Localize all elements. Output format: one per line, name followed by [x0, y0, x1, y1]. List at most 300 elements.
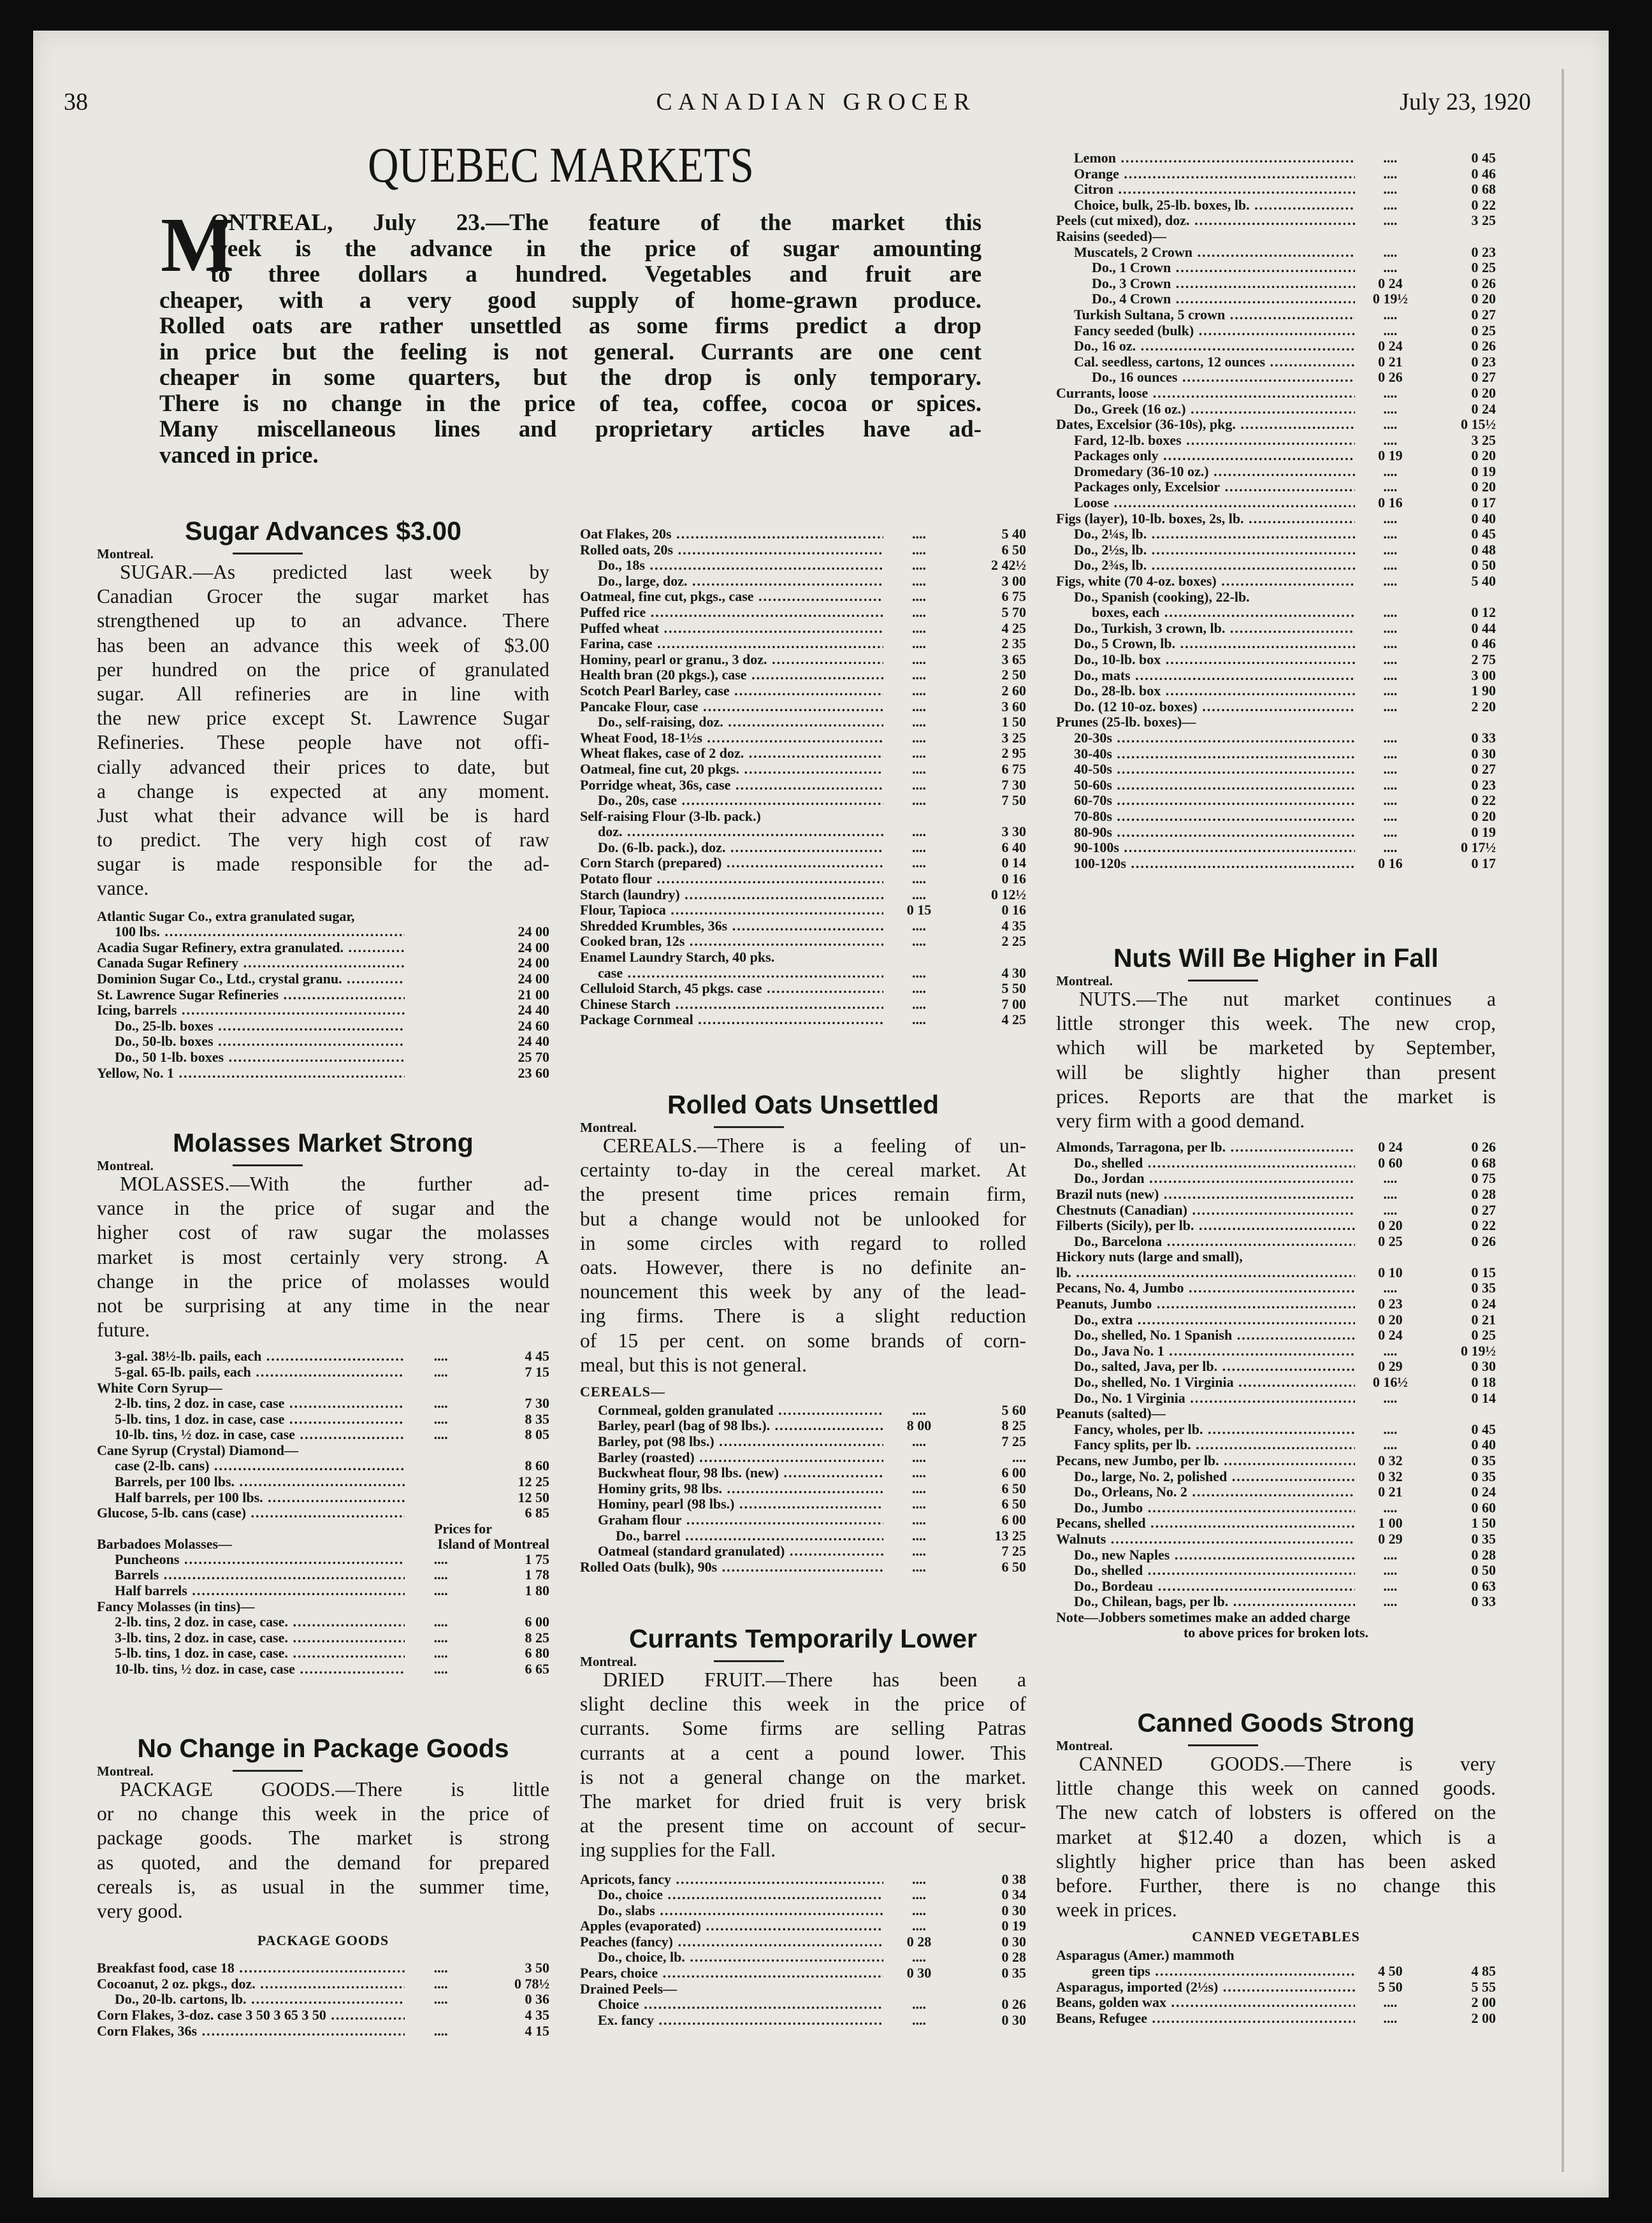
high-price: 1 78: [525, 1567, 549, 1583]
item-name: [97, 1490, 405, 1506]
lede-line: cheaper in some quarters, but the drop is only temporary.: [159, 365, 982, 391]
low-price: 0 30: [906, 1966, 932, 1981]
item-name: [1056, 1594, 1355, 1610]
item-name: [97, 1003, 405, 1018]
price-table: [1056, 1948, 1496, 2026]
low-price: ....: [1383, 479, 1398, 495]
item-name: [1056, 856, 1355, 872]
leader-dots: [342, 971, 405, 987]
item-name: [1056, 198, 1355, 214]
price-row: [1056, 1579, 1496, 1595]
price-row: [1056, 448, 1496, 464]
low-price: ....: [1383, 1343, 1398, 1359]
high-price: [1426, 229, 1496, 245]
body-line: currants. Some firms are selling Patras: [580, 1717, 1026, 1740]
item-label: Do., shelled, No. 1 Spanish: [1074, 1328, 1233, 1343]
leader-dots: [725, 840, 883, 855]
leader-dots: [666, 902, 883, 918]
item-label: Package Cornmeal: [580, 1012, 693, 1028]
low-price: ....: [1383, 385, 1398, 401]
high-price: 2 95: [1001, 746, 1026, 762]
price-row: [580, 1887, 1026, 1903]
leader-dots: [263, 1490, 405, 1505]
low-price: ....: [912, 730, 926, 746]
high-price: 7 15: [525, 1364, 549, 1380]
item-label: 10-lb. tins, ½ doz. in case, case: [115, 1427, 295, 1443]
leader-dots: [722, 1481, 883, 1496]
leader-dots: [1265, 354, 1355, 370]
low-price: ....: [1383, 244, 1398, 260]
body-line: strengthened up to an advance. There: [97, 609, 549, 632]
price-row: [1056, 1964, 1496, 1980]
price-row: [580, 902, 1026, 918]
leader-dots: [1227, 1469, 1355, 1484]
article-body: [97, 1172, 549, 1342]
price-row: [1056, 1484, 1496, 1500]
item-label: Do. (6-lb. pack.), doz.: [598, 839, 726, 855]
leader-dots: [762, 981, 883, 996]
leader-dots: [1192, 245, 1355, 260]
price-row: [1056, 746, 1496, 762]
item-name: [1056, 1531, 1355, 1547]
high-price: 4 45: [525, 1349, 549, 1365]
price-row: [580, 1403, 1026, 1419]
price-row: [580, 778, 1026, 793]
item-name: [580, 1997, 883, 2013]
leader-dots: [187, 1583, 405, 1598]
high-price: 0 28: [1001, 1950, 1026, 1966]
high-price: 0 27: [1471, 762, 1496, 778]
high-price: 6 50: [1001, 542, 1026, 558]
item-label: Fancy splits, per lb.: [1074, 1437, 1191, 1453]
price-row: [580, 1560, 1026, 1575]
high-price: 0 17: [1471, 495, 1496, 511]
high-price: 0 27: [1471, 370, 1496, 386]
leader-dots: [1109, 495, 1355, 510]
item-label: 3-lb. tins, 2 doz. in case, case.: [115, 1630, 288, 1646]
low-price: ....: [1383, 401, 1398, 417]
low-price: ....: [912, 824, 926, 840]
high-price: 0 30: [1001, 2012, 1026, 2028]
leader-dots: [295, 1427, 405, 1442]
section-title: Currants Temporarily Lower: [628, 1624, 978, 1653]
item-label: Do., 10-lb. box: [1074, 652, 1161, 667]
price-row: [97, 971, 549, 987]
high-price: 0 25: [1471, 1328, 1496, 1343]
item-name: [580, 558, 883, 574]
low-price: [405, 924, 477, 940]
low-price: ....: [912, 746, 926, 762]
sugar-section: [97, 516, 549, 1081]
item-name: [1056, 840, 1355, 856]
high-price: 0 17: [1471, 855, 1496, 871]
leader-dots: [1112, 746, 1355, 762]
high-price: 0 44: [1471, 620, 1496, 636]
low-price: ....: [1383, 2010, 1398, 2026]
leader-dots: [247, 1992, 405, 2007]
item-name: [97, 1412, 405, 1428]
leader-dots: [699, 699, 883, 714]
leader-dots: [653, 636, 883, 651]
body-line: market is most certainly very strong. A: [97, 1245, 549, 1268]
item-name: [580, 1981, 883, 1997]
leader-dots: [1146, 1516, 1356, 1531]
item-label: Choice: [598, 1997, 639, 2013]
item-name: [1056, 1964, 1355, 1980]
high-price: 0 30: [1001, 1902, 1026, 1918]
body-line: CANNED GOODS.—There is very: [1079, 1753, 1496, 1775]
high-price: 0 16: [1001, 871, 1026, 887]
item-label: Peels (cut mixed), doz.: [1056, 213, 1190, 229]
high-price: 0 30: [1471, 746, 1496, 762]
spacer: [97, 1342, 549, 1349]
item-name: [1056, 1234, 1355, 1250]
item-label: Do., 28-lb. box: [1074, 683, 1161, 699]
item-name: [97, 1552, 405, 1568]
page-headline: QUEBEC MARKETS: [368, 137, 754, 192]
dried-fruit-continued: [1056, 150, 1496, 871]
price-row: [1056, 2011, 1496, 2027]
item-name: [97, 1614, 405, 1630]
high-price: 24 60: [518, 1018, 549, 1034]
low-price: 0 20: [1378, 1218, 1403, 1234]
item-name: [1056, 621, 1355, 637]
item-label: Dates, Excelsior (36-10s), pkg.: [1056, 417, 1236, 433]
high-price: 7 30: [1001, 777, 1026, 793]
article-body: [1056, 1752, 1496, 1922]
price-row: [97, 1349, 549, 1365]
high-price: [477, 1443, 549, 1459]
price-row: [1056, 1995, 1496, 2011]
item-label: Do., 2¼s, lb.: [1074, 526, 1147, 542]
high-price: 2 25: [1001, 934, 1026, 950]
low-price: ....: [912, 573, 926, 589]
low-price: ....: [912, 1544, 926, 1560]
price-row: [1056, 1437, 1496, 1453]
price-row: [580, 1528, 1026, 1544]
item-name: [580, 683, 883, 699]
item-label: Fard, 12-lb. boxes: [1074, 432, 1182, 448]
price-row: [1056, 291, 1496, 307]
item-name: [1056, 590, 1355, 605]
section-title: Canned Goods Strong: [1137, 1708, 1415, 1737]
item-name: [1056, 276, 1355, 292]
low-price: [1355, 1948, 1425, 1964]
low-price: ....: [912, 1528, 926, 1544]
low-price: ....: [1383, 463, 1398, 479]
body-line: the present time prices remain firm,: [580, 1183, 1026, 1206]
price-row: [1056, 699, 1496, 715]
leader-dots: [735, 1496, 883, 1512]
leader-dots: [754, 589, 883, 604]
leader-dots: [214, 1018, 405, 1034]
high-price: 0 46: [1471, 166, 1496, 182]
item-label: Peaches (fancy): [580, 1934, 674, 1950]
item-label: Do., 20s, case: [598, 793, 677, 809]
price-row: [580, 809, 1026, 825]
item-label: Do., Jumbo: [1074, 1500, 1143, 1516]
item-name: [580, 542, 883, 558]
leader-dots: [654, 2013, 883, 2028]
location-rule: [1188, 1744, 1258, 1746]
page-number: 38: [64, 89, 88, 115]
leader-dots: [1232, 1328, 1355, 1343]
item-label: Do., 2½s, lb.: [1074, 542, 1147, 558]
low-price: ....: [912, 604, 926, 620]
item-label: Ex. fancy: [598, 2012, 654, 2028]
price-row: [1056, 307, 1496, 323]
price-row: [580, 730, 1026, 746]
high-price: 0 30: [1001, 1934, 1026, 1950]
price-row: [97, 1960, 549, 1976]
body-line: DRIED FRUIT.—There has been a: [603, 1669, 1026, 1691]
leader-dots: [671, 1872, 883, 1887]
item-name: [1056, 2011, 1355, 2027]
article-body: [580, 1668, 1026, 1863]
price-table: [97, 1349, 549, 1521]
body-line: higher cost of raw sugar the molasses: [97, 1221, 549, 1244]
low-price: 0 19½: [1372, 291, 1408, 307]
low-price: 4 50: [1378, 1963, 1403, 1979]
price-row: [1056, 1249, 1496, 1265]
item-name: [1056, 448, 1355, 464]
item-name: [580, 997, 883, 1013]
low-price: ....: [912, 589, 926, 605]
low-price: ....: [1383, 1437, 1398, 1453]
high-price: 0 23: [1471, 354, 1496, 370]
high-price: 6 00: [525, 1614, 549, 1630]
item-label: Packages only: [1074, 448, 1159, 464]
barbadoes-label: Barbadoes Molasses—: [97, 1535, 233, 1552]
high-price: 3 00: [1001, 573, 1026, 589]
item-label: Figs (layer), 10-lb. boxes, 2s, lb.: [1056, 510, 1244, 526]
spacer: [97, 901, 549, 909]
low-price: ....: [433, 1614, 448, 1630]
leader-dots: [1161, 683, 1355, 699]
item-label: Do., barrel: [616, 1528, 681, 1544]
high-price: [955, 950, 1026, 966]
item-name: [1056, 417, 1355, 433]
item-name: [97, 987, 405, 1003]
price-row: [1056, 1500, 1496, 1516]
item-name: [580, 526, 883, 542]
low-price: ....: [1383, 1578, 1398, 1594]
leader-dots: [344, 940, 405, 955]
price-header: Island of Montreal: [437, 1535, 549, 1552]
item-label: Puffed wheat: [580, 620, 660, 636]
low-price: ....: [912, 699, 926, 714]
item-label: Do., Orleans, No. 2: [1074, 1484, 1187, 1500]
high-price: 5 40: [1001, 526, 1026, 542]
leader-dots: [673, 1934, 883, 1950]
item-name: [1056, 307, 1355, 323]
low-price: ....: [912, 855, 926, 871]
item-label: Do., 3 Crown: [1092, 275, 1171, 291]
high-price: 8 35: [525, 1411, 549, 1427]
low-price: ....: [433, 1427, 448, 1443]
price-row: [580, 621, 1026, 637]
high-price: 0 36: [525, 1992, 549, 2008]
price-row: [580, 1950, 1026, 1966]
price-row: [580, 746, 1026, 762]
molasses-section: [97, 1128, 549, 1677]
item-label: Farina, case: [580, 636, 653, 652]
body-line: slightly higher price than has been asked: [1056, 1850, 1496, 1872]
item-name: [1056, 1171, 1355, 1187]
leader-dots: [1147, 558, 1355, 573]
item-name: [97, 1380, 405, 1396]
low-price: ....: [912, 1434, 926, 1450]
low-price: ....: [1383, 636, 1398, 652]
high-price: 0 24: [1471, 1484, 1496, 1500]
item-name: [1056, 746, 1355, 762]
item-name: [580, 1512, 883, 1528]
item-name: [1056, 1406, 1355, 1422]
low-price: ....: [433, 1411, 448, 1427]
leader-dots: [1226, 1140, 1355, 1155]
item-name: [1056, 1995, 1355, 2011]
price-row: [1056, 386, 1496, 402]
issue-date: July 23, 1920: [1400, 89, 1531, 115]
high-price: 1 90: [1471, 683, 1496, 699]
leader-dots: [693, 1012, 883, 1027]
body-line: The market for dried fruit is very brisk: [580, 1790, 1026, 1813]
item-name: [580, 714, 883, 730]
high-price: 5 40: [1471, 574, 1496, 590]
price-row: [97, 1567, 549, 1583]
high-price: 0 20: [1471, 808, 1496, 824]
item-label: Oatmeal, fine cut, 20 pkgs.: [580, 761, 739, 777]
low-price: 0 16: [1378, 855, 1403, 871]
low-price: ....: [912, 761, 926, 777]
item-name: [1056, 714, 1355, 730]
item-label: Fancy Molasses (in tins)—: [97, 1598, 255, 1614]
price-row: [97, 1018, 549, 1034]
low-price: [405, 1050, 477, 1066]
low-price: 0 24: [1378, 338, 1403, 354]
item-name: [97, 1443, 405, 1459]
leader-dots: [1220, 479, 1355, 495]
leader-dots: [1161, 652, 1355, 667]
item-label: 50-60s: [1074, 777, 1112, 793]
leader-dots: [1166, 1995, 1355, 2010]
item-name: [1056, 1328, 1355, 1343]
leader-dots: [673, 542, 883, 558]
item-name: [1056, 291, 1355, 307]
price-table: [97, 909, 549, 1082]
low-price: ....: [1383, 322, 1398, 338]
low-price: 0 15: [906, 902, 932, 918]
high-price: 0 45: [1471, 150, 1496, 166]
low-price: ....: [1383, 1202, 1398, 1218]
item-label: Do., Greek (16 oz.): [1074, 401, 1186, 417]
high-price: 3 25: [1001, 730, 1026, 746]
item-label: Flour, Tapioca: [580, 902, 666, 918]
item-label: 2-lb. tins, 2 doz. in case, case: [115, 1396, 285, 1412]
high-price: 0 18: [1471, 1375, 1496, 1391]
leader-dots: [1217, 1359, 1355, 1374]
item-label: Raisins (seeded)—: [1056, 228, 1166, 244]
body-line: little stronger this week. The new crop,: [1056, 1012, 1496, 1035]
leader-dots: [1119, 166, 1355, 182]
item-name: [580, 1418, 883, 1434]
lede-line: in price but the feeling is not general. Currants are one cent: [159, 338, 982, 365]
leader-dots: [1177, 370, 1355, 385]
body-line: Refineries. These people have not offi-: [97, 731, 549, 754]
price-row: [97, 1443, 549, 1459]
price-row: [580, 2013, 1026, 2029]
section-title: Molasses Market Strong: [173, 1128, 474, 1157]
price-row: [97, 940, 549, 956]
body-line: in some circles with regard to rolled: [580, 1231, 1026, 1254]
leader-dots: [288, 1630, 405, 1646]
item-name: [580, 574, 883, 590]
high-price: 4 35: [1001, 918, 1026, 934]
item-label: Hominy, pearl or granu., 3 doz.: [580, 651, 767, 667]
high-price: 0 26: [1471, 338, 1496, 354]
item-name: [97, 924, 405, 940]
item-name: [580, 902, 883, 918]
item-label: Do., No. 1 Virginia: [1074, 1390, 1185, 1406]
price-row: [97, 1427, 549, 1443]
leader-dots: [1162, 1234, 1355, 1249]
item-name: [580, 605, 883, 621]
leader-dots: [747, 667, 883, 683]
item-name: [580, 1434, 883, 1450]
low-price: ....: [1383, 432, 1398, 448]
price-row: [1056, 1312, 1496, 1328]
leader-dots: [1236, 417, 1355, 432]
item-name: [1056, 354, 1355, 370]
low-price: ....: [912, 1512, 926, 1528]
leader-dots: [177, 1003, 404, 1018]
leader-dots: [1186, 402, 1356, 417]
low-price: ....: [1383, 793, 1398, 809]
high-price: 1 80: [525, 1583, 549, 1599]
leader-dots: [672, 526, 883, 542]
spacer: [1056, 1922, 1496, 1929]
item-label: Do., extra: [1074, 1312, 1133, 1328]
low-price: 0 32: [1378, 1468, 1403, 1484]
low-price: 0 21: [1378, 1484, 1403, 1500]
high-price: 2 50: [1001, 667, 1026, 683]
item-label: Rolled Oats (bulk), 90s: [580, 1559, 718, 1575]
price-row: [580, 793, 1026, 809]
low-price: ....: [1383, 699, 1398, 714]
spacer: [580, 1377, 1026, 1384]
item-name: [1056, 652, 1355, 668]
low-price: 0 21: [1378, 354, 1403, 370]
item-label: doz.: [598, 824, 623, 840]
high-price: 0 23: [1471, 777, 1496, 793]
item-name: [1056, 1980, 1355, 1995]
item-label: Do., 25-lb. boxes: [115, 1018, 214, 1034]
price-row: [580, 526, 1026, 542]
article-body: [97, 560, 549, 901]
high-price: 0 60: [1471, 1500, 1496, 1516]
high-price: 0 16: [1001, 902, 1026, 918]
high-price: 6 80: [525, 1646, 549, 1662]
item-label: Half barrels, per 100 lbs.: [115, 1489, 263, 1505]
item-label: Glucose, 5-lb. cans (case): [97, 1505, 247, 1521]
price-row: [1056, 1422, 1496, 1438]
item-name: [580, 667, 883, 683]
body-line: certainty to-day in the cereal market. At: [580, 1159, 1026, 1182]
high-price: 3 25: [1471, 432, 1496, 448]
high-price: 4 25: [1001, 1012, 1026, 1028]
leader-dots: [284, 1396, 404, 1411]
item-label: Pancake Flour, case: [580, 699, 699, 714]
